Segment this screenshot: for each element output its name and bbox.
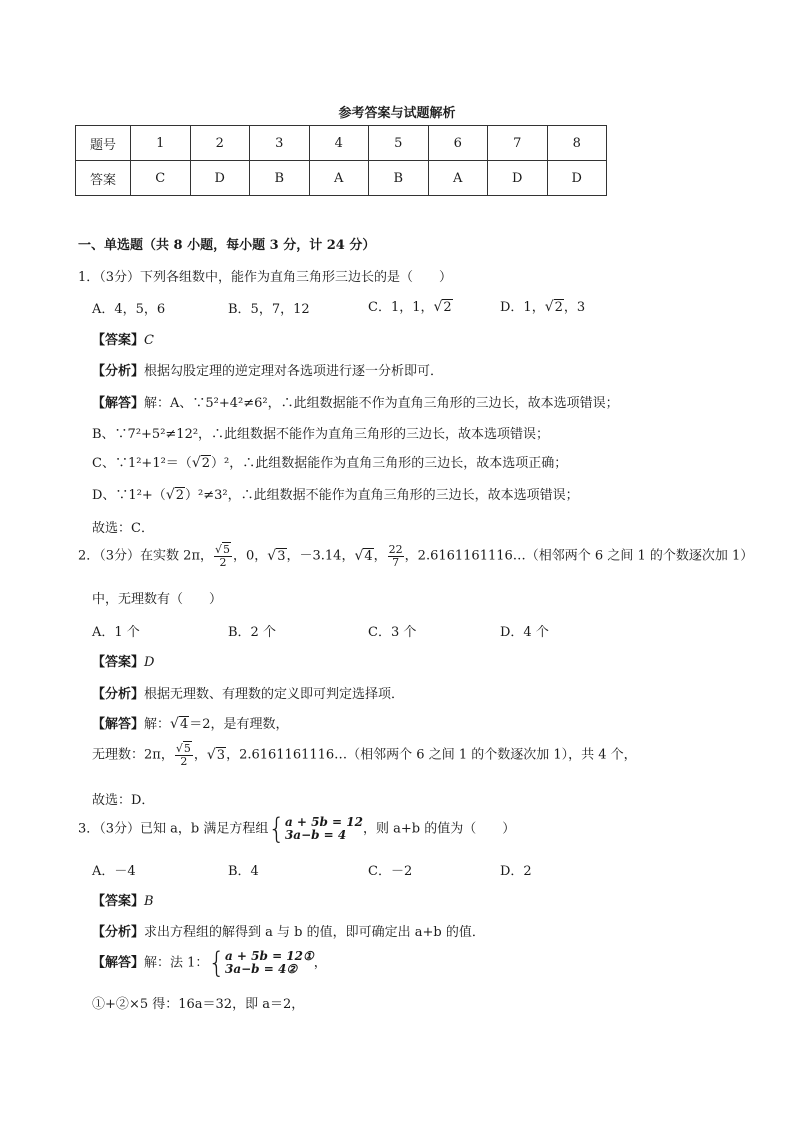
analysis-label: 【分析】 bbox=[92, 925, 145, 940]
question-number: 1． bbox=[78, 270, 100, 285]
table-row bbox=[76, 161, 607, 196]
question-2-stem bbox=[78, 544, 753, 568]
table-cell: D bbox=[190, 161, 250, 196]
circled-number: ① bbox=[303, 949, 314, 963]
circled-number: ① bbox=[92, 997, 106, 1012]
option-b: B．4 bbox=[228, 864, 259, 879]
solution-text: ×5 得：16a＝32，即 a＝2， bbox=[128, 997, 305, 1012]
option-d: D．2 bbox=[500, 864, 532, 879]
radicand: 2 bbox=[554, 300, 563, 315]
option-c: C．3 个 bbox=[368, 625, 417, 640]
option-d: D．4 个 bbox=[500, 625, 549, 640]
question-text: ，则 a+b 的值为（ ） bbox=[362, 821, 516, 837]
denominator: 7 bbox=[392, 555, 400, 569]
radicand: 2 bbox=[175, 488, 185, 503]
radicand: 4 bbox=[364, 548, 373, 564]
table-cell: A bbox=[309, 161, 369, 196]
solution-line bbox=[92, 946, 327, 980]
question-3-stem bbox=[78, 812, 516, 846]
page-title: 参考答案与试题解析 bbox=[338, 106, 456, 121]
answer-line bbox=[92, 651, 154, 670]
sqrt-expression: √4 bbox=[354, 547, 373, 564]
option-d bbox=[500, 296, 585, 315]
option-text: C．1，1， bbox=[368, 300, 434, 315]
table-cell: C bbox=[131, 161, 191, 196]
radicand: 4 bbox=[179, 717, 189, 732]
answer-line bbox=[92, 890, 154, 909]
solution-label: 【解答】 bbox=[92, 396, 145, 411]
equation-system: { a + 5b = 12① 3a−b = 4② bbox=[208, 946, 314, 980]
circled-number: ② bbox=[115, 997, 129, 1012]
sqrt-expression: √2 bbox=[544, 299, 563, 315]
question-text: ，－3.14， bbox=[286, 548, 355, 564]
conclusion-line: 故选：C． bbox=[92, 521, 154, 536]
solution-text: 无理数：2π， bbox=[92, 747, 174, 763]
fraction bbox=[388, 544, 404, 568]
question-1-stem bbox=[78, 266, 452, 285]
radicand: 3 bbox=[216, 747, 226, 763]
table-cell: 5 bbox=[369, 126, 429, 161]
analysis-text: 根据勾股定理的逆定理对各选项进行逐一分析即可． bbox=[144, 364, 444, 379]
question-number: 3． bbox=[78, 821, 100, 837]
analysis-text: 根据无理数、有理数的定义即可判定选择项． bbox=[144, 687, 405, 702]
answer-value: B bbox=[144, 894, 154, 909]
question-text: 中，无理数有（ ） bbox=[92, 592, 223, 607]
analysis-line bbox=[92, 683, 404, 702]
denominator: 2 bbox=[219, 555, 227, 569]
equation-system: { a + 5b = 12 3a−b = 4 bbox=[268, 812, 363, 846]
table-cell: 8 bbox=[547, 126, 607, 161]
analysis-text: 求出方程组的解得到 a 与 b 的值，即可确定出 a+b 的值． bbox=[144, 925, 485, 940]
table-cell: 7 bbox=[488, 126, 548, 161]
numerator: 22 bbox=[388, 543, 403, 556]
table-cell: B bbox=[369, 161, 429, 196]
solution-text: ＝2，是有理数， bbox=[189, 717, 289, 732]
analysis-label: 【分析】 bbox=[92, 364, 145, 379]
sqrt-expression: √2 bbox=[191, 455, 211, 471]
equation: 3a−b = 4 bbox=[224, 962, 287, 976]
answer-table bbox=[75, 125, 607, 196]
section-heading: 一、单选题（共 8 小题，每小题 3 分，计 24 分） bbox=[78, 238, 376, 253]
answer-value: D bbox=[144, 655, 155, 670]
question-number: 2． bbox=[78, 548, 100, 564]
table-cell: 2 bbox=[190, 126, 250, 161]
question-text: （3分）在实数 2π， bbox=[99, 548, 213, 564]
sqrt-expression: √2 bbox=[433, 299, 452, 315]
table-cell: 6 bbox=[428, 126, 488, 161]
solution-text: C、∵1²+1²＝（ bbox=[92, 456, 192, 471]
option-a: A．4，5，6 bbox=[92, 302, 166, 317]
solution-line bbox=[92, 484, 579, 503]
table-header-cell: 答案 bbox=[76, 161, 131, 196]
solution-line bbox=[92, 713, 289, 732]
option-a: A．－4 bbox=[92, 864, 136, 879]
option-a: A．1 个 bbox=[92, 625, 140, 640]
equation: a + 5b = 12 bbox=[224, 949, 304, 963]
solution-text: ， bbox=[313, 955, 327, 971]
solution-label: 【解答】 bbox=[92, 955, 145, 971]
question-text: （3分）下列各组数中，能作为直角三角形三边长的是（ ） bbox=[99, 270, 453, 285]
question-text: （3分）已知 a，b 满足方程组 bbox=[99, 821, 269, 837]
table-cell: 3 bbox=[250, 126, 310, 161]
circled-number: ② bbox=[286, 962, 298, 976]
option-text: D．1， bbox=[500, 300, 545, 315]
equation: 3a−b = 4 bbox=[284, 828, 347, 842]
analysis-line bbox=[92, 921, 485, 940]
solution-text: ）²，∴此组数据能作为直角三角形的三边长，故本选项正确； bbox=[211, 456, 568, 471]
solution-line bbox=[92, 993, 304, 1012]
solution-line bbox=[92, 452, 567, 471]
table-cell: A bbox=[428, 161, 488, 196]
analysis-line bbox=[92, 360, 443, 379]
option-b: B．2 个 bbox=[228, 625, 276, 640]
sqrt-expression: √4 bbox=[170, 716, 189, 732]
sqrt-expression: √3 bbox=[206, 746, 226, 763]
solution-text: 解：A、∵5²+4²≠6²，∴此组数据能不作为直角三角形的三边长，故本选项错误； bbox=[144, 396, 619, 411]
question-text: ， bbox=[373, 548, 387, 564]
answer-label: 【答案】 bbox=[92, 655, 145, 670]
table-cell: 4 bbox=[309, 126, 369, 161]
table-cell: D bbox=[547, 161, 607, 196]
solution-text: ， bbox=[193, 747, 207, 763]
table-header-cell: 题号 bbox=[76, 126, 131, 161]
option-b: B．5，7，12 bbox=[228, 302, 310, 317]
radicand: 5 bbox=[183, 742, 191, 755]
solution-line: B、∵7²+5²≠12²，∴此组数据不能作为直角三角形的三边长，故本选项错误； bbox=[92, 427, 550, 442]
solution-text: 解：法 1： bbox=[144, 955, 209, 971]
answer-value: C bbox=[144, 333, 154, 348]
question-text: ，0， bbox=[233, 548, 268, 564]
table-cell: 1 bbox=[131, 126, 191, 161]
solution-text: ）²≠3²，∴此组数据不能作为直角三角形的三边长，故本选项错误； bbox=[185, 488, 579, 503]
answer-label: 【答案】 bbox=[92, 333, 145, 348]
solution-text: 解： bbox=[144, 717, 171, 732]
solution-line bbox=[92, 392, 619, 411]
question-text: ，2.6161161116…（相邻两个 6 之间 1 的个数逐次加 1） bbox=[404, 548, 754, 564]
option-c: C．－2 bbox=[368, 864, 413, 879]
denominator: 2 bbox=[180, 754, 188, 768]
solution-label: 【解答】 bbox=[92, 717, 145, 732]
fraction: $\frac{√5}{2}$ bbox=[215, 543, 231, 569]
table-row bbox=[76, 126, 607, 161]
option-text: ，3 bbox=[563, 300, 586, 315]
radicand: 2 bbox=[443, 300, 452, 315]
conclusion-line: 故选：D． bbox=[92, 793, 155, 808]
table-cell: B bbox=[250, 161, 310, 196]
solution-line bbox=[92, 743, 637, 767]
table-cell: D bbox=[488, 161, 548, 196]
solution-text: + bbox=[105, 997, 116, 1012]
answer-label: 【答案】 bbox=[92, 894, 145, 909]
analysis-label: 【分析】 bbox=[92, 687, 145, 702]
sqrt-expression: √3 bbox=[267, 547, 286, 564]
answer-line bbox=[92, 329, 154, 348]
solution-text: ，2.6161161116…（相邻两个 6 之间 1 的个数逐次加 1），共 4 个， bbox=[226, 747, 637, 763]
option-c bbox=[368, 296, 453, 315]
radicand: 5 bbox=[223, 543, 231, 556]
solution-text: D、∵1²+（ bbox=[92, 488, 166, 503]
radicand: 3 bbox=[277, 548, 286, 564]
sqrt-expression: √2 bbox=[165, 487, 185, 503]
fraction: $\frac{√5}{2}$ bbox=[175, 742, 191, 768]
radicand: 2 bbox=[201, 456, 211, 471]
equation: a + 5b = 12 bbox=[284, 815, 363, 829]
